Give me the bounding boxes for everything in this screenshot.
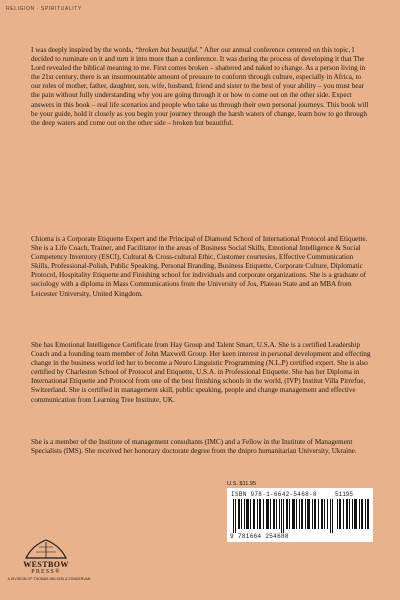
isbn-text: ISBN 978-1-6642-5468-8 xyxy=(231,491,317,498)
barcode-bars xyxy=(233,499,333,533)
description-body: After our annual conference centered on this topic, I decided to ruminate on it and turn it into more than a conference. It was during the process of developing it that The Lord revealed the biblical meaning to me. First comes broken – shattered and naked to change. As a person living in the 21st century, there is an insurmountable amount of pressure to conform through culture, especially in Africa, to our roles of mother, father, daughter, son, wife, husband, friend and sister to the best of your ability – you must bear the pain without fully understanding why you are going through it or how to come out on the other side. Expect answers in this book – real life scenarios and people who take us through their own personal journeys. This book will be your guide, hold it closely as you begin your journey through the harsh waters of change, learn how to go through the deep waters and come out on the other side – broken but beautiful. xyxy=(31,46,369,127)
description-quote: “broken but beautiful.” xyxy=(134,46,203,54)
bio-text-2: She has Emotional Intelligence Certificate from Hay Group and Talent Smart, U.S.A. She is a certified Leadership Coach and a founding team member of John Maxwell Group. Her keen interest in personal development and effecting change in the business world led her to become a Neuro Linguistic Programming (N.L.P) certified expert. She is also certified by Charleston School of Protocol and Etiquette, U.S.A. in Professional Etiquette. She has her Diploma in International Etiquette and Protocol from one of the best finishing schools in the world, (IVP) Institut Villa Pirrefue, Switzerland. She is certified in management skill, public speaking, people and change management and effective communication from Learning Tree Institute, UK. xyxy=(31,341,371,404)
price-label: U.S. $11.95 xyxy=(227,481,257,487)
author-bio-paragraph-3 xyxy=(31,438,371,456)
barcode-digits: 9 781664 254688 xyxy=(230,533,289,540)
category-label: RELIGION · SPIRITUALITY xyxy=(6,6,82,12)
publisher-tagline: A DIVISION OF THOMAS NELSON & ZONDERVAN xyxy=(7,577,91,581)
bio-text-3: She is a member of the Institute of management consultants (IMC) and a Fellow in the Institute of Management Specialists (IMS). She received her honorary doctorate degree from the dnipro humanitarian University, Ukraine. xyxy=(31,438,357,456)
book-description xyxy=(31,46,371,128)
publisher-emblem-icon xyxy=(6,538,92,560)
publisher-name-2: PRESS® xyxy=(31,569,61,575)
bio-text-1: Chioma is a Corporate Etiquette Expert and the Principal of Diamond School of International Protocol and Etiquette. She is a Life Coach, Trainer, and Facilitator in the areas of Business Social Skills, Emotional Intelligence & Social Competency Inventory (ESCI), Cultural & Cross-cultural Ethic, Customer courtesies, Effective Communication Skills, Professional-Polish, Public Speaking, Personal Branding, Business Etiquette, Corporate Culture, Diplomatic Protocol, Hospitality Etiquette and Finishing school for individuals and corporate organizations. She is a graduate of sociology with a diploma in Mass Communications from the University of Jos, Plateau State and an MBA from Leicester University, United Kingdom. xyxy=(31,235,368,298)
author-bio-paragraph-1 xyxy=(31,235,371,299)
section-divider xyxy=(31,215,371,216)
price-addon-bars xyxy=(337,499,369,529)
description-paragraph xyxy=(31,46,371,128)
description-lead: I was deeply inspired by the words, xyxy=(31,46,135,54)
barcode xyxy=(227,488,373,542)
publisher-name: WESTBOW xyxy=(23,560,69,569)
author-bio-paragraph-2 xyxy=(31,341,371,405)
price-addon-digits: 51195 xyxy=(335,491,354,498)
